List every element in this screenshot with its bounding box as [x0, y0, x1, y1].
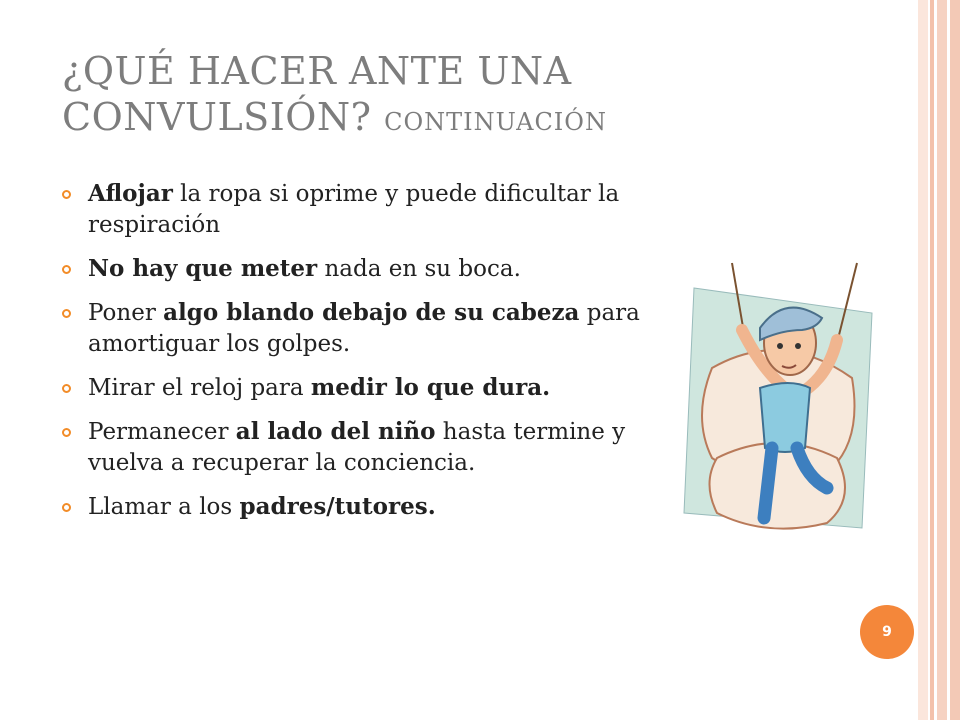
decorative-stripe — [950, 0, 960, 720]
bullet-item — [62, 178, 702, 241]
boy-seizure-illustration-icon — [672, 258, 894, 548]
slide-title-subtitle: CONTINUACIÓN — [384, 108, 607, 136]
slide-title-main: ¿QUÉ HACER ANTE UNA CONVULSIÓN? — [62, 49, 572, 139]
page-number: 9 — [882, 624, 892, 640]
bullet-text: la ropa si oprime y puede dificultar la respiración — [88, 181, 620, 238]
bullet-bold-text: Aflojar — [88, 180, 173, 207]
bullet-circle-icon — [62, 309, 71, 318]
bullet-text: para amortiguar los golpes. — [88, 300, 640, 357]
bullet-bold-text: algo blando debajo de su cabeza — [163, 299, 580, 326]
bullet-circle-icon — [62, 428, 71, 437]
bullet-text: Mirar el reloj para — [88, 375, 311, 401]
decorative-stripe — [918, 0, 928, 720]
bullet-item — [62, 491, 702, 523]
bullet-text: Llamar a los — [88, 494, 240, 520]
bullet-text: hasta termine y vuelva a recuperar la conciencia. — [88, 419, 626, 476]
bullet-item — [62, 416, 702, 479]
bullet-text: nada en su boca. — [317, 256, 521, 282]
bullet-bold-text: No hay que meter — [88, 255, 318, 282]
bullet-list — [62, 178, 702, 535]
bullet-circle-icon — [62, 265, 71, 274]
bullet-circle-icon — [62, 384, 71, 393]
bullet-bold-text: padres/tutores. — [239, 493, 436, 520]
slide-title — [62, 48, 722, 145]
bullet-text: Poner — [88, 300, 164, 326]
bullet-text: Permanecer — [88, 419, 236, 445]
bullet-item — [62, 372, 702, 404]
bullet-item — [62, 253, 702, 285]
decorative-stripe — [930, 0, 934, 720]
bullet-circle-icon — [62, 190, 71, 199]
bullet-bold-text: al lado del niño — [235, 418, 436, 445]
decorative-stripe — [937, 0, 947, 720]
page-number-badge — [860, 605, 914, 659]
bullet-item — [62, 297, 702, 360]
bullet-circle-icon — [62, 503, 71, 512]
bullet-bold-text: medir lo que dura. — [310, 374, 551, 401]
